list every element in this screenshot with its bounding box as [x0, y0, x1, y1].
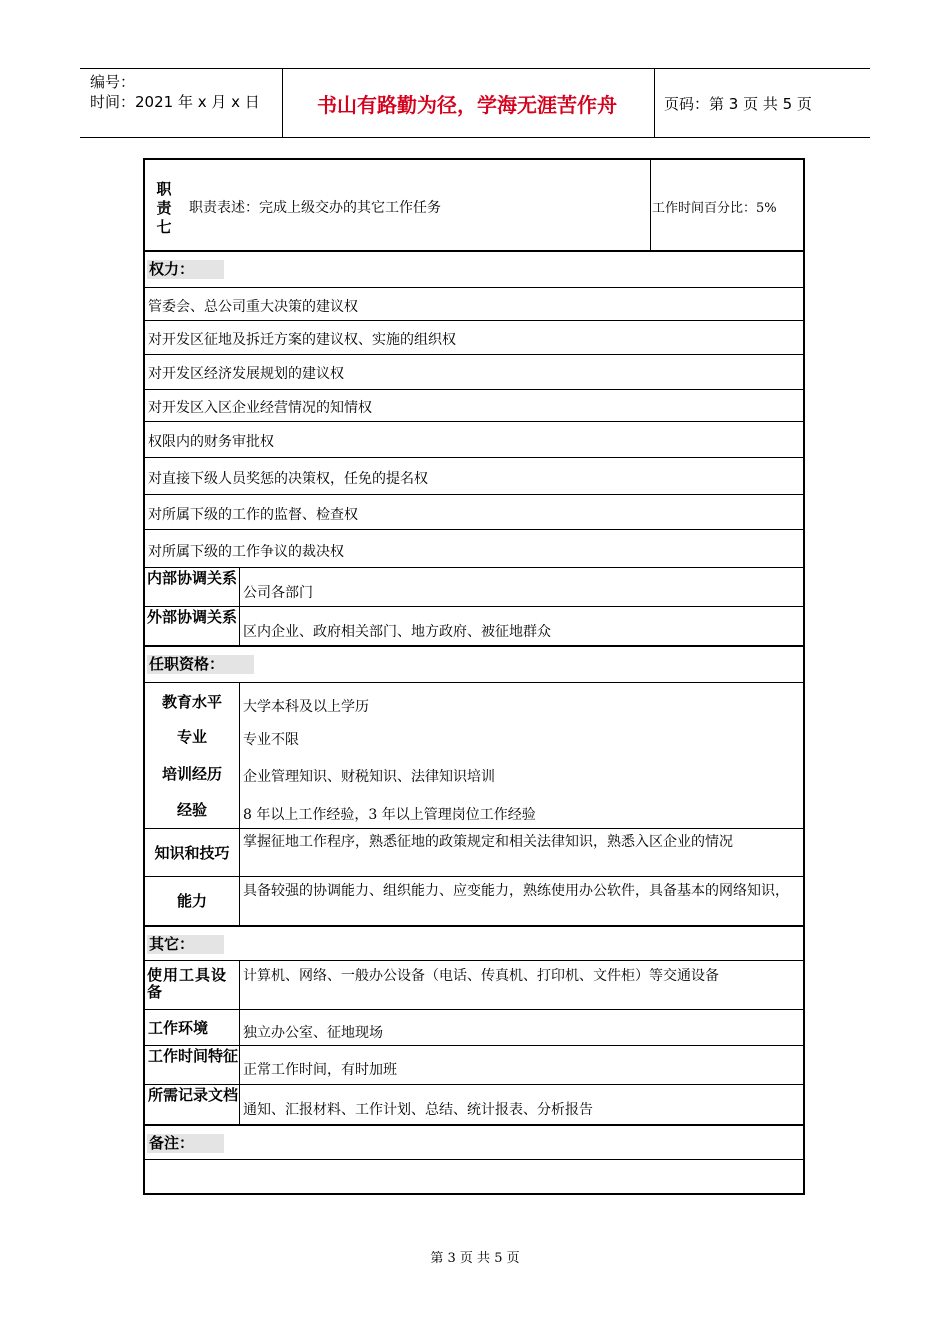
knowledge-label: 知识和技巧: [154, 844, 230, 862]
column-divider: [650, 160, 651, 250]
header-divider: [654, 69, 655, 137]
environment-row: [145, 1010, 803, 1046]
column-divider: [239, 683, 240, 828]
duty-row: [145, 160, 803, 252]
records-value: 通知、汇报材料、工作计划、总结、统计报表、分析报告: [243, 1102, 593, 1118]
section-authority: [145, 252, 803, 288]
authority-item: 对开发区经济发展规划的建议权: [148, 366, 344, 382]
knowledge-value: 掌握征地工作程序，熟悉征地的政策规定和相关法律知识，熟悉入区企业的情况: [243, 834, 733, 850]
page-header: [80, 68, 870, 138]
tools-row: [145, 961, 803, 1010]
section-qualifications: [145, 647, 803, 683]
external-relations-label: 外部协调关系: [146, 608, 237, 626]
knowledge-row: [145, 829, 803, 877]
work-hours-label: 工作时间特征: [148, 1047, 239, 1065]
list-item: [145, 495, 803, 530]
column-divider: [239, 829, 240, 876]
tools-value: 计算机、网络、一般办公设备（电话、传真机、打印机、文件柜）等交通设备: [243, 968, 719, 984]
authority-item: 对所属下级的工作的监督、检查权: [148, 507, 358, 523]
time-label: 时间：2021 年 x 月 x 日: [90, 93, 260, 111]
duty-label: 职 责 七: [156, 180, 172, 236]
education-label: 教育水平: [161, 693, 222, 711]
environment-value: 独立办公室、征地现场: [243, 1025, 383, 1041]
ability-row: [145, 877, 803, 927]
work-hours-row: [145, 1046, 803, 1085]
job-description-table: [143, 158, 805, 1195]
external-relations-row: [145, 607, 803, 647]
duty-description: 职责表述：完成上级交办的其它工作任务: [189, 200, 441, 216]
column-divider: [239, 877, 240, 925]
authority-item: 管委会、总公司重大决策的建议权: [148, 299, 358, 315]
section-title: 任职资格：: [147, 655, 254, 674]
list-item: [145, 422, 803, 458]
authority-item: 权限内的财务审批权: [148, 434, 274, 450]
list-item: [145, 288, 803, 321]
internal-relations-label: 内部协调关系: [146, 569, 237, 587]
section-title: 其它：: [147, 935, 224, 954]
ability-label: 能力: [176, 892, 207, 910]
ability-value: 具备较强的协调能力、组织能力、应变能力，熟练使用办公软件，具备基本的网络知识，: [243, 883, 789, 899]
qualification-block: [145, 683, 803, 829]
authority-item: 对所属下级的工作争议的裁决权: [148, 544, 344, 560]
tools-label: 使用工具设备: [147, 966, 228, 1001]
section-remarks: [145, 1126, 803, 1160]
section-other: [145, 927, 803, 961]
list-item: [145, 530, 803, 568]
section-title: 备注：: [147, 1134, 224, 1153]
training-value: 企业管理知识、财税知识、法律知识培训: [243, 769, 495, 785]
major-label: 专业: [176, 728, 207, 746]
authority-item: 对开发区征地及拆迁方案的建议权、实施的组织权: [148, 332, 456, 348]
experience-value: 8 年以上工作经验，3 年以上管理岗位工作经验: [243, 807, 536, 823]
experience-label: 经验: [176, 801, 207, 819]
page-footer: 第 3 页 共 5 页: [430, 1251, 520, 1266]
authority-item: 对开发区入区企业经营情况的知情权: [148, 400, 372, 416]
external-relations-value: 区内企业、政府相关部门、地方政府、被征地群众: [243, 624, 551, 640]
training-label: 培训经历: [161, 765, 222, 783]
internal-relations-value: 公司各部门: [243, 585, 313, 601]
column-divider: [239, 607, 240, 645]
internal-relations-row: [145, 568, 803, 607]
list-item: [145, 390, 803, 422]
records-row: [145, 1085, 803, 1126]
header-page-info: 页码：第 3 页 共 5 页: [664, 94, 812, 113]
header-motto: 书山有路勤为径，学海无涯苦作舟: [317, 92, 617, 117]
education-value: 大学本科及以上学历: [243, 699, 369, 715]
header-meta: [90, 72, 260, 112]
work-hours-value: 正常工作时间，有时加班: [243, 1062, 397, 1078]
list-item: [145, 321, 803, 355]
list-item: [145, 355, 803, 390]
records-label: 所需记录文档: [148, 1086, 239, 1104]
duty-time-percent: 工作时间百分比：5%: [652, 201, 777, 216]
column-divider: [239, 568, 240, 606]
authority-item: 对直接下级人员奖惩的决策权，任免的提名权: [148, 471, 428, 487]
environment-label: 工作环境: [148, 1019, 209, 1037]
list-item: [145, 458, 803, 495]
number-label: 编号：: [90, 73, 136, 91]
section-title: 权力：: [147, 260, 224, 279]
major-value: 专业不限: [243, 732, 299, 748]
